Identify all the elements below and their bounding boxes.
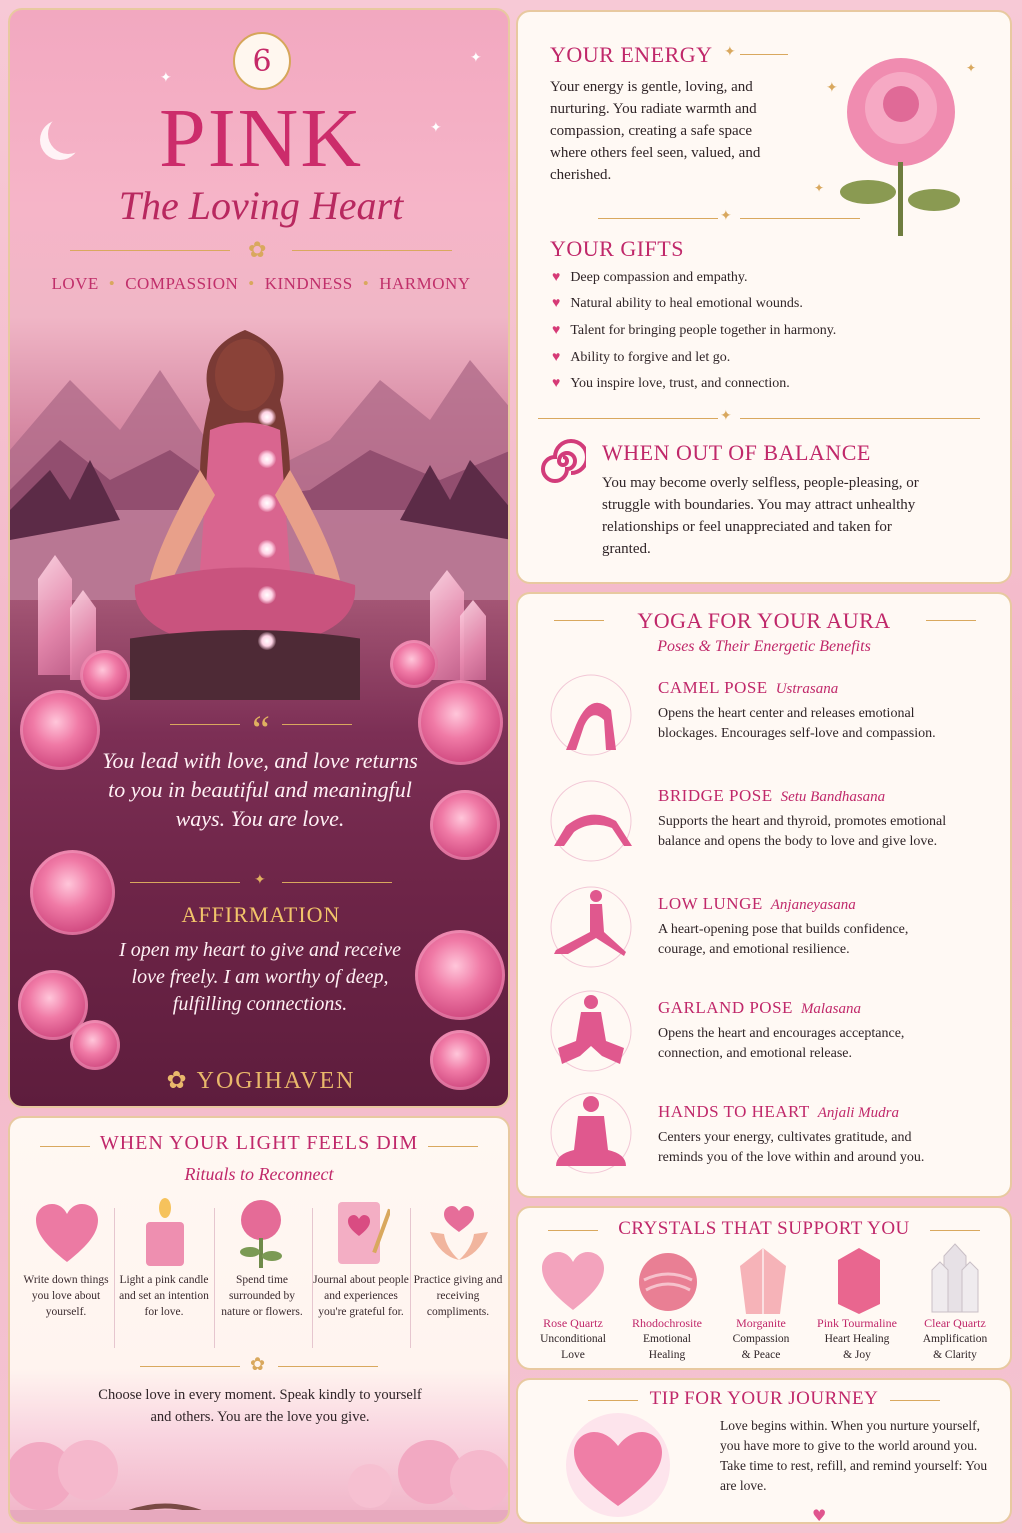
svg-text:✦: ✦ [814,181,825,195]
divider [930,1230,980,1231]
yoga-subtitle: Poses & Their Energetic Benefits [657,638,871,655]
crystals-card [516,1206,1012,1370]
rose-illustration [80,650,130,700]
divider [740,418,980,419]
crystal-item: Pink Tourmaline Heart Healing & Joy [817,1316,897,1361]
sparkle-icon: ✦ [724,44,736,60]
energy-title: YOUR ENERGY [550,42,713,67]
divider [890,1400,940,1401]
separator [410,1208,411,1348]
pose-description: Centers your energy, cultivates gratitude, and reminds you of the love within and around you. [658,1130,925,1165]
lotus-icon: ✿ [166,1068,189,1094]
divider [140,1366,240,1367]
ritual-text: Practice giving and receiving compliments. [413,1274,503,1318]
divider [598,218,718,219]
divider [428,1146,478,1147]
divider [538,418,718,419]
chakra-light [258,586,276,604]
lotus-icon: ✿ [248,238,267,263]
svg-text:✦: ✦ [826,80,838,96]
ritual-text: Spend time surrounded by nature or flowers. [221,1274,303,1318]
chakra-light [258,494,276,512]
rituals-subtitle: Rituals to Reconnect [184,1164,334,1184]
morganite-icon [736,1246,790,1316]
rituals-closing: Choose love in every moment. Speak kindly to yourself and others. You are the love you give. [98,1387,422,1425]
pose-description: Supports the heart and thyroid, promotes emotional balance and opens the body to love and give love. [658,814,947,849]
brand-logo [10,1066,510,1095]
tip-text: Love begins within. When you nurture yourself, you have more to give to the world around you. Take time to rest, refill, and remind yourself: You are love. [720,1418,988,1493]
pose-description: Opens the heart and encourages acceptance, connection, and emotional release. [658,1026,905,1061]
hands-to-heart-icon [546,1088,636,1178]
tip-title: TIP FOR YOUR JOURNEY [649,1388,879,1409]
svg-text:✦: ✦ [966,61,977,75]
heart-icon: ♥ [552,323,561,338]
rose-illustration [70,1020,120,1070]
pose-description: Opens the heart center and releases emotional blockages. Encourages self-love and compassion. [658,706,936,741]
chakra-light [258,408,276,426]
heart-icon [34,1202,100,1264]
rose-illustration [415,930,505,1020]
sparkle-icon: ✦ [430,120,442,136]
divider [282,724,352,725]
crystal-item: Clear Quartz Amplification & Clarity [922,1316,988,1361]
crystal-illustration [460,600,486,680]
low-lunge-icon [546,882,636,972]
energy-text: Your energy is gentle, loving, and nurturing. You radiate warmth and compassion, creating a safe space where others feel seen, valued, and cherished. [550,79,761,183]
separator [214,1208,215,1348]
crystals-title: CRYSTALS THAT SUPPORT YOU [618,1218,910,1239]
rose-icon [234,1198,288,1270]
rhodochrosite-icon [636,1250,700,1314]
color-title: PINK [158,92,363,185]
pose-description: A heart-opening pose that builds confidence, courage, and emotional resilience. [658,922,909,957]
gift-item: ♥ Natural ability to heal emotional wounds. [552,296,803,311]
rose-illustration [390,640,438,688]
keyword: KINDNESS [264,274,353,293]
divider [278,1366,378,1367]
divider [282,882,392,883]
divider [130,882,240,883]
camel-pose-icon [546,670,636,760]
sparkle-icon: ✦ [720,408,732,424]
meditating-figure [130,320,360,700]
yoga-card [516,592,1012,1198]
spiral-icon [540,438,586,484]
sparkle-icon: ✦ [160,70,172,86]
rose-illustration [806,42,986,242]
lotus-icon: ✿ [250,1354,266,1375]
gift-item: ♥ Talent for bringing people together in harmony. [552,323,837,338]
ritual-text: Journal about people and experiences you're grateful for. [313,1274,409,1318]
sparkle-icon: ✦ [720,208,732,224]
brand-name: YOGIHAVEN [196,1068,356,1094]
hands-heart-icon [426,1202,492,1264]
rose-illustration [430,790,500,860]
pose-name: LOW LUNGE Anjaneyasana [658,894,856,913]
hero-card [8,8,510,1108]
garland-pose-icon [546,986,636,1076]
rose-quartz-icon [540,1248,606,1314]
crystal-item: Rhodochrosite Emotional Healing [632,1316,702,1361]
keywords-row: LOVE • COMPASSION • KINDNESS • HARMONY [51,274,471,293]
heart-icon: ♥ [812,1506,827,1525]
keyword: COMPASSION [125,274,239,293]
number-badge: 6 [233,32,291,90]
crystal-item: Rose Quartz Unconditional Love [540,1316,606,1361]
pose-name: HANDS TO HEART Anjali Mudra [658,1102,899,1121]
divider [926,620,976,621]
chakra-light [258,450,276,468]
journal-icon [334,1198,390,1268]
quote-icon: “ [252,707,270,752]
heart-icon: ♥ [552,270,561,285]
keyword: LOVE [51,274,99,293]
glowing-heart-icon [548,1410,688,1520]
sparkle-icon: ✦ [470,50,482,66]
pose-name: CAMEL POSE Ustrasana [658,678,839,697]
divider [740,54,788,55]
gift-item: ♥ Ability to forgive and let go. [552,350,731,365]
divider [70,250,230,251]
keyword: HARMONY [379,274,471,293]
color-subtitle: The Loving Heart [118,183,404,228]
candle-icon [140,1198,190,1268]
balance-text: You may become overly selfless, people-pleasing, or struggle with boundaries. You may attract unhealthy relationships or feel unappreciated and taken for granted. [602,475,919,557]
ritual-text: Light a pink candle and set an intention for love. [119,1274,209,1318]
crystal-illustration [38,555,72,675]
heart-icon: ♥ [552,296,561,311]
pose-name: GARLAND POSE Malasana [658,998,861,1017]
balance-title: WHEN OUT OF BALANCE [602,440,871,465]
gifts-title: YOUR GIFTS [550,236,684,261]
energy-card [516,10,1012,584]
affirmation-text: I open my heart to give and receive love freely. I am worthy of deep, fulfilling connections. [119,939,401,1015]
divider [740,218,860,219]
heart-icon: ♥ [552,376,561,391]
quote-text: You lead with love, and love returns to you in beautiful and meaningful ways. You are love. [102,748,418,831]
chakra-light [258,540,276,558]
pink-tourmaline-icon [832,1246,886,1316]
pose-name: BRIDGE POSE Setu Bandhasana [658,786,886,805]
divider [292,250,452,251]
gift-item: ♥ You inspire love, trust, and connection. [552,376,790,391]
yoga-title: YOGA FOR YOUR AURA [637,608,891,633]
heart-icon: ♥ [552,350,561,365]
separator [114,1208,115,1348]
sparkle-icon: ✦ [254,872,266,888]
rituals-title: WHEN YOUR LIGHT FEELS DIM [99,1132,419,1154]
chakra-light [258,632,276,650]
clear-quartz-icon [928,1242,982,1316]
bridge-pose-icon [546,776,636,866]
gift-item: ♥ Deep compassion and empathy. [552,270,748,285]
ritual-text: Write down things you love about yourself. [23,1274,109,1318]
rituals-card [8,1116,510,1524]
tip-card [516,1378,1012,1524]
affirmation-title: AFFIRMATION [181,902,341,927]
crystal-item: Morganite Compassion & Peace [732,1316,790,1361]
landscape-illustration [10,1436,508,1524]
